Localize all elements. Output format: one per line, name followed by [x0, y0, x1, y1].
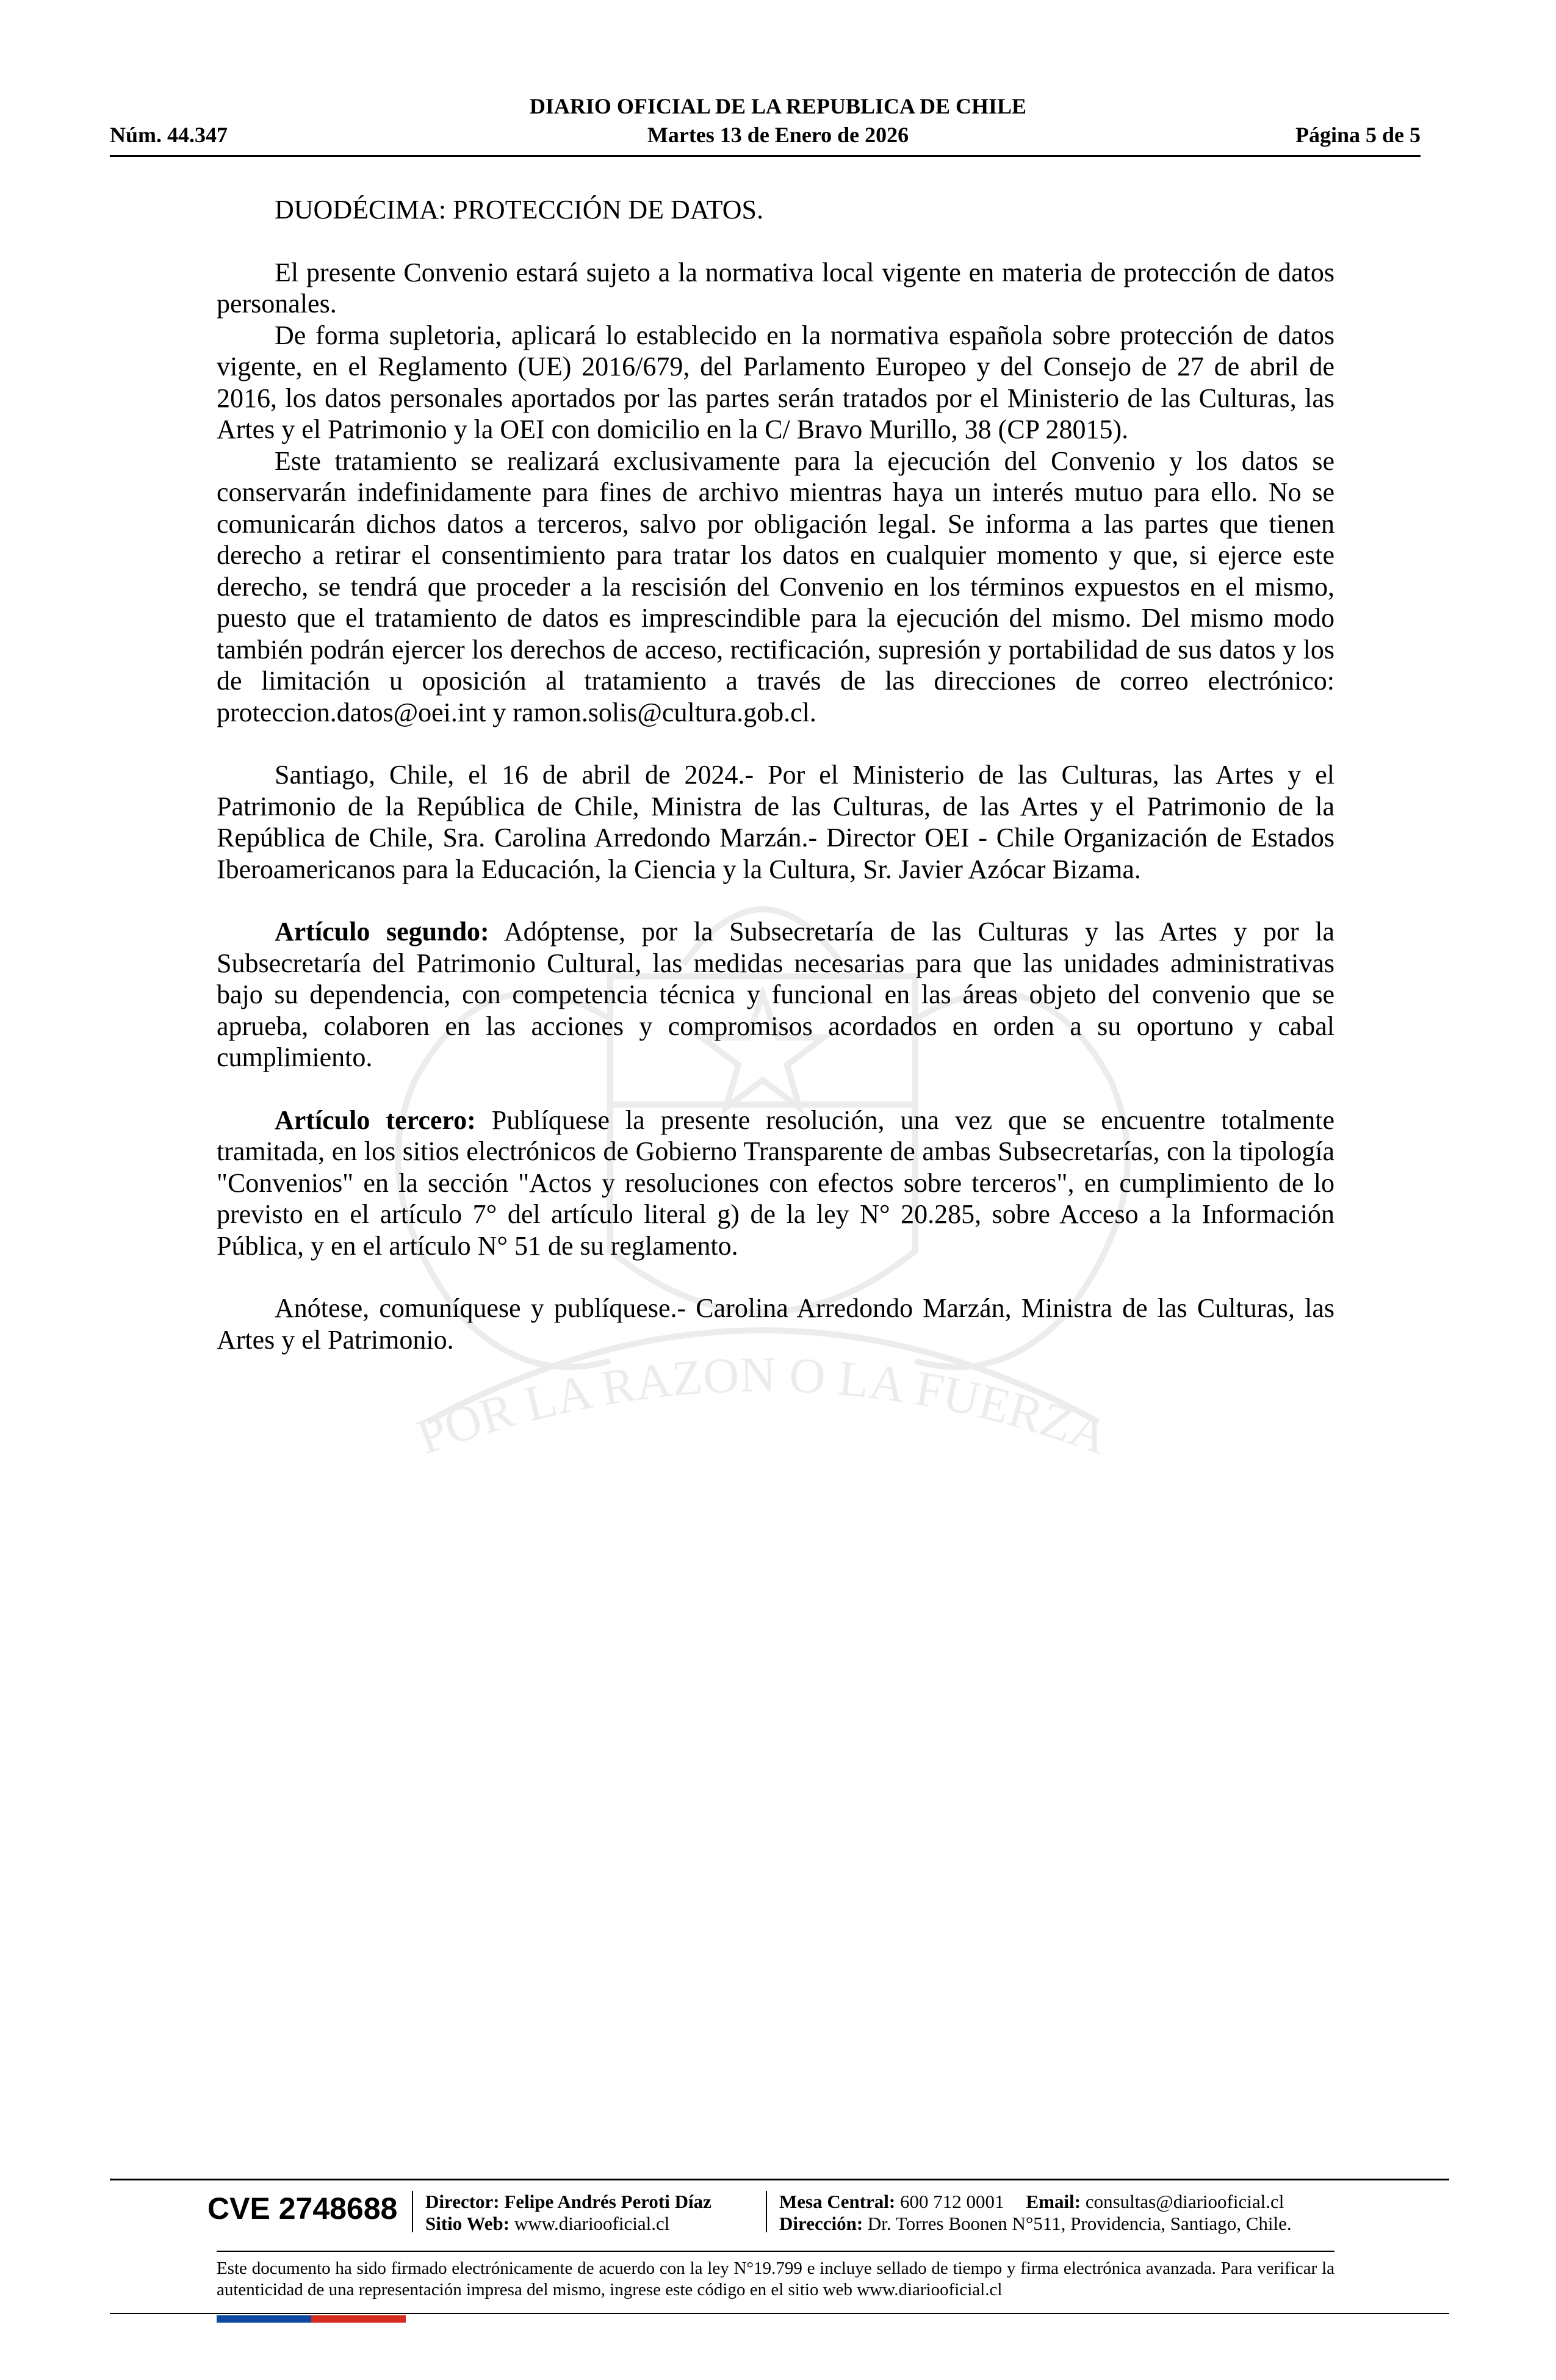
issue-number: Núm. 44.347: [110, 123, 228, 147]
paragraph: El presente Convenio estará sujeto a la normativa local vigente en materia de protección de datos personales.: [217, 257, 1334, 319]
article-third: [217, 1105, 1334, 1262]
newspaper-title: DIARIO OFICIAL DE LA REPUBLICA DE CHILE: [529, 94, 1027, 118]
document-body: [217, 194, 1334, 1355]
paragraph: De forma supletoria, aplicará lo establecido en la normativa española sobre protección de datos vigente, en el Reglamento (UE) 2016/679, del Parlamento Europeo y del Consejo de 27 de abril de 2016, los datos personales aportados por las partes serán tratados por el Ministerio de las Culturas, las Artes y el Patrimonio y la OEI con domicilio en la C/ Bravo Murillo, 38 (CP 28015).: [217, 320, 1334, 444]
page-indicator: Página 5 de 5: [1295, 123, 1421, 147]
email-link[interactable]: consultas@diariooficial.cl: [1081, 2191, 1284, 2212]
address-label: Dirección:: [779, 2213, 863, 2234]
director-value: Felipe Andrés Peroti Díaz: [499, 2191, 711, 2212]
section-heading: DUODÉCIMA: PROTECCIÓN DE DATOS.: [275, 195, 764, 225]
signature-notice: Este documento ha sido firmado electrónicamente de acuerdo con la ley N°19.799 e incluye sellado de tiempo y firma electrónica avanzada. Para verificar la autenticidad de una representación impresa del mismo, ingrese este código en el sitio web www.diariooficial.cl: [217, 2259, 1334, 2299]
footer-separator: [766, 2191, 767, 2232]
footer-divider: [110, 2179, 1449, 2180]
issue-date: Martes 13 de Enero de 2026: [647, 123, 909, 147]
closing-paragraph: Anótese, comuníquese y publíquese.- Carolina Arredondo Marzán, Ministra de las Culturas, las Artes y el Patrimonio.: [217, 1293, 1334, 1355]
header-divider: [110, 155, 1421, 157]
cve-code: CVE 2748688: [207, 2191, 398, 2226]
mesa-value: 600 712 0001: [895, 2191, 1004, 2212]
article-label: Artículo segundo:: [275, 917, 489, 947]
flag-color-bar: [217, 2315, 406, 2323]
flag-red-segment: [311, 2315, 406, 2323]
site-link[interactable]: www.diariooficial.cl: [510, 2213, 670, 2234]
article-text: Adóptense, por la Subsecretaría de las Culturas y las Artes y por la Subsecretaría del Patrimonio Cultural, las medidas necesarias para que las unidades administrativas bajo su dependencia, con competencia técnica y funcional en las áreas objeto del convenio que se aprueba, colaboren en las acciones y compromisos acordados en orden a su oportuno y cabal cumplimiento.: [217, 917, 1334, 1072]
signature-paragraph: Santiago, Chile, el 16 de abril de 2024.- Por el Ministerio de las Culturas, las Artes y el Patrimonio de la República de Chile, Ministra de las Culturas, de las Artes y el Patrimonio de la República de Chile, Sra. Carolina Arredondo Marzán.- Director OEI - Chile Organización de Estados Iberoamericanos para la Educación, la Ciencia y la Cultura, Sr. Javier Azócar Bizama.: [217, 760, 1334, 884]
footer-bottom-divider: [110, 2313, 1449, 2314]
article-text: Publíquese la presente resolución, una vez que se encuentre totalmente tramitada, en los sitios electrónicos de Gobierno Transparente de ambas Subsecretarías, con la tipología "Convenios" en la sección "Actos y resoluciones con efectos sobre terceros", en cumplimiento de lo previsto en el artículo 7° del artículo literal g) de la ley N° 20.285, sobre Acceso a la Información Pública, y en el artículo N° 51 de su reglamento.: [217, 1105, 1334, 1261]
address-value: Dr. Torres Boonen N°511, Providencia, Santiago, Chile.: [863, 2213, 1292, 2234]
footer-director-block: [425, 2191, 711, 2235]
mesa-label: Mesa Central:: [779, 2191, 896, 2212]
footer-separator: [412, 2191, 413, 2232]
paragraph: Este tratamiento se realizará exclusivamente para la ejecución del Convenio y los datos se conservarán indefinidamente para fines de archivo mientras haya un interés mutuo para ello. No se comunicarán dichos datos a terceros, salvo por obligación legal. Se informa a las partes que tienen derecho a retirar el consentimiento para tratar los datos en cualquier momento y que, si ejerce este derecho, se tendrá que proceder a la rescisión del Convenio en los términos expuestos en el mismo, puesto que el tratamiento de datos es imprescindible para la ejecución del mismo. Del mismo modo también podrán ejercer los derechos de acceso, rectificación, supresión y portabilidad de sus datos y los de limitación u oposición al tratamiento a través de las direcciones de correo electrónico: proteccion.datos@oei.int y ramon.solis@cultura.gob.cl.: [217, 445, 1334, 727]
footer-contact-block: [779, 2191, 1292, 2235]
flag-blue-segment: [217, 2315, 311, 2323]
footer-inner-divider: [217, 2251, 1334, 2252]
email-label: Email:: [1026, 2191, 1081, 2212]
director-label: Director:: [425, 2191, 500, 2212]
watermark-motto: POR LA RAZON O LA FUERZA: [409, 1346, 1115, 1465]
site-label: Sitio Web:: [425, 2213, 510, 2234]
svg-text:POR LA RAZON O LA FUERZA: [410, 1347, 1115, 1465]
article-second: [217, 916, 1334, 1073]
article-label: Artículo tercero:: [275, 1105, 476, 1135]
